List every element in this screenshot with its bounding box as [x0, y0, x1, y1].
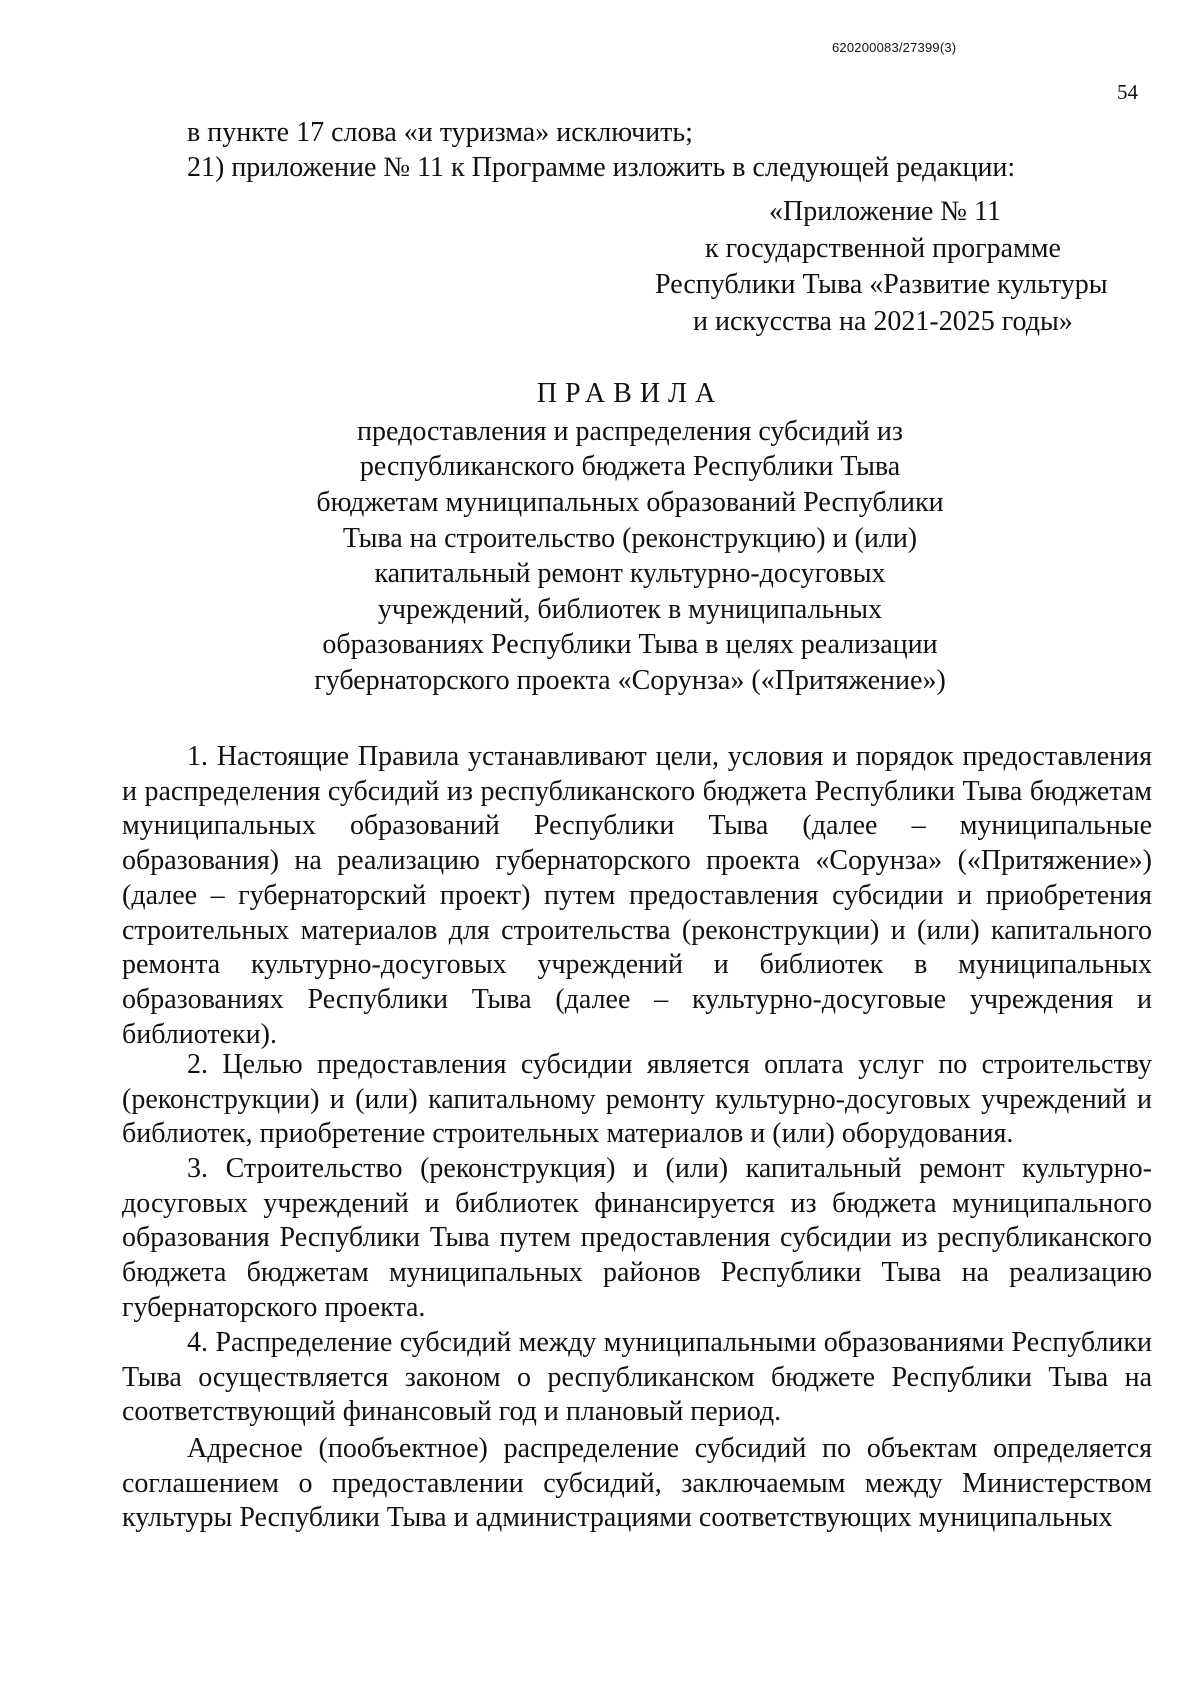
- paragraph-3: 3. Строительство (реконструкция) и (или) капитальный ремонт культурно-досуговых учреждений и библиотек финансируется из бюджета муниципального образования Республики Тыва путем предоставления субсидии из республиканского бюджета бюджетам муниципальных районов Республики Тыва на реализацию губернаторского проекта.: [122, 1153, 1152, 1323]
- rules-title-line-5: капитальный ремонт культурно-досуговых: [374, 558, 886, 589]
- intro-line-1: в пункте 17 слова «и туризма» исключить;: [187, 117, 693, 148]
- appendix-line-2: к государственной программе: [705, 233, 1061, 264]
- paragraph-1: 1. Настоящие Правила устанавливают цели, условия и порядок предоставления и распределения субсидий из республиканского бюджета Республики Тыва бюджетам муниципальных образований Республики Тыва (далее – муниципальные образования) на реализацию губернаторского проекта «Сорунза» («Притяжение») (далее – губернаторский проект) путем предоставления субсидии и приобретения строительных материалов для строительства (реконструкции) и (или) капитального ремонта культурно-досуговых учреждений и библиотек в муниципальных образованиях Республики Тыва (далее – культурно-досуговые учреждения и библиотеки).: [122, 741, 1152, 1050]
- rules-title-line-6: учреждений, библиотек в муниципальных: [377, 594, 883, 625]
- paragraph-4: 4. Распределение субсидий между муниципальными образованиями Республики Тыва осуществляется законом о республиканском бюджете Республики Тыва на соответствующий финансовый год и плановый период.: [122, 1327, 1152, 1428]
- appendix-line-3: Республики Тыва «Развитие культуры: [655, 269, 1108, 300]
- appendix-line-4: и искусства на 2021-2025 годы»: [693, 306, 1073, 337]
- appendix-line-1: «Приложение № 11: [769, 196, 1001, 227]
- intro-line-2: 21) приложение № 11 к Программе изложить в следующей редакции:: [187, 152, 1016, 183]
- paragraph-5: Адресное (пообъектное) распределение субсидий по объектам определяется соглашением о предоставлении субсидий, заключаемым между Министерством культуры Республики Тыва и администрациями соответствующих муниципальных: [122, 1433, 1152, 1534]
- rules-title-line-4: Тыва на строительство (реконструкцию) и (или): [342, 523, 918, 554]
- rules-title-line-2: республиканского бюджета Республики Тыва: [359, 451, 901, 482]
- rules-heading: ПРАВИЛА: [536, 378, 724, 409]
- rules-title-line-7: образованиях Республики Тыва в целях реализации: [322, 629, 938, 660]
- page-number: 54: [1117, 80, 1138, 104]
- rules-title-line-8: губернаторского проекта «Сорунза» («Притяжение»): [314, 665, 946, 696]
- paragraph-2: 2. Целью предоставления субсидии является оплата услуг по строительству (реконструкции) и (или) капитальному ремонту культурно-досуговых учреждений и библиотек, приобретение строительных материалов и (или) оборудования.: [122, 1049, 1152, 1150]
- rules-title-line-1: предоставления и распределения субсидий из: [357, 416, 903, 447]
- document-id: 620200083/27399(3): [832, 40, 957, 55]
- rules-title-line-3: бюджетам муниципальных образований Республики: [316, 487, 944, 518]
